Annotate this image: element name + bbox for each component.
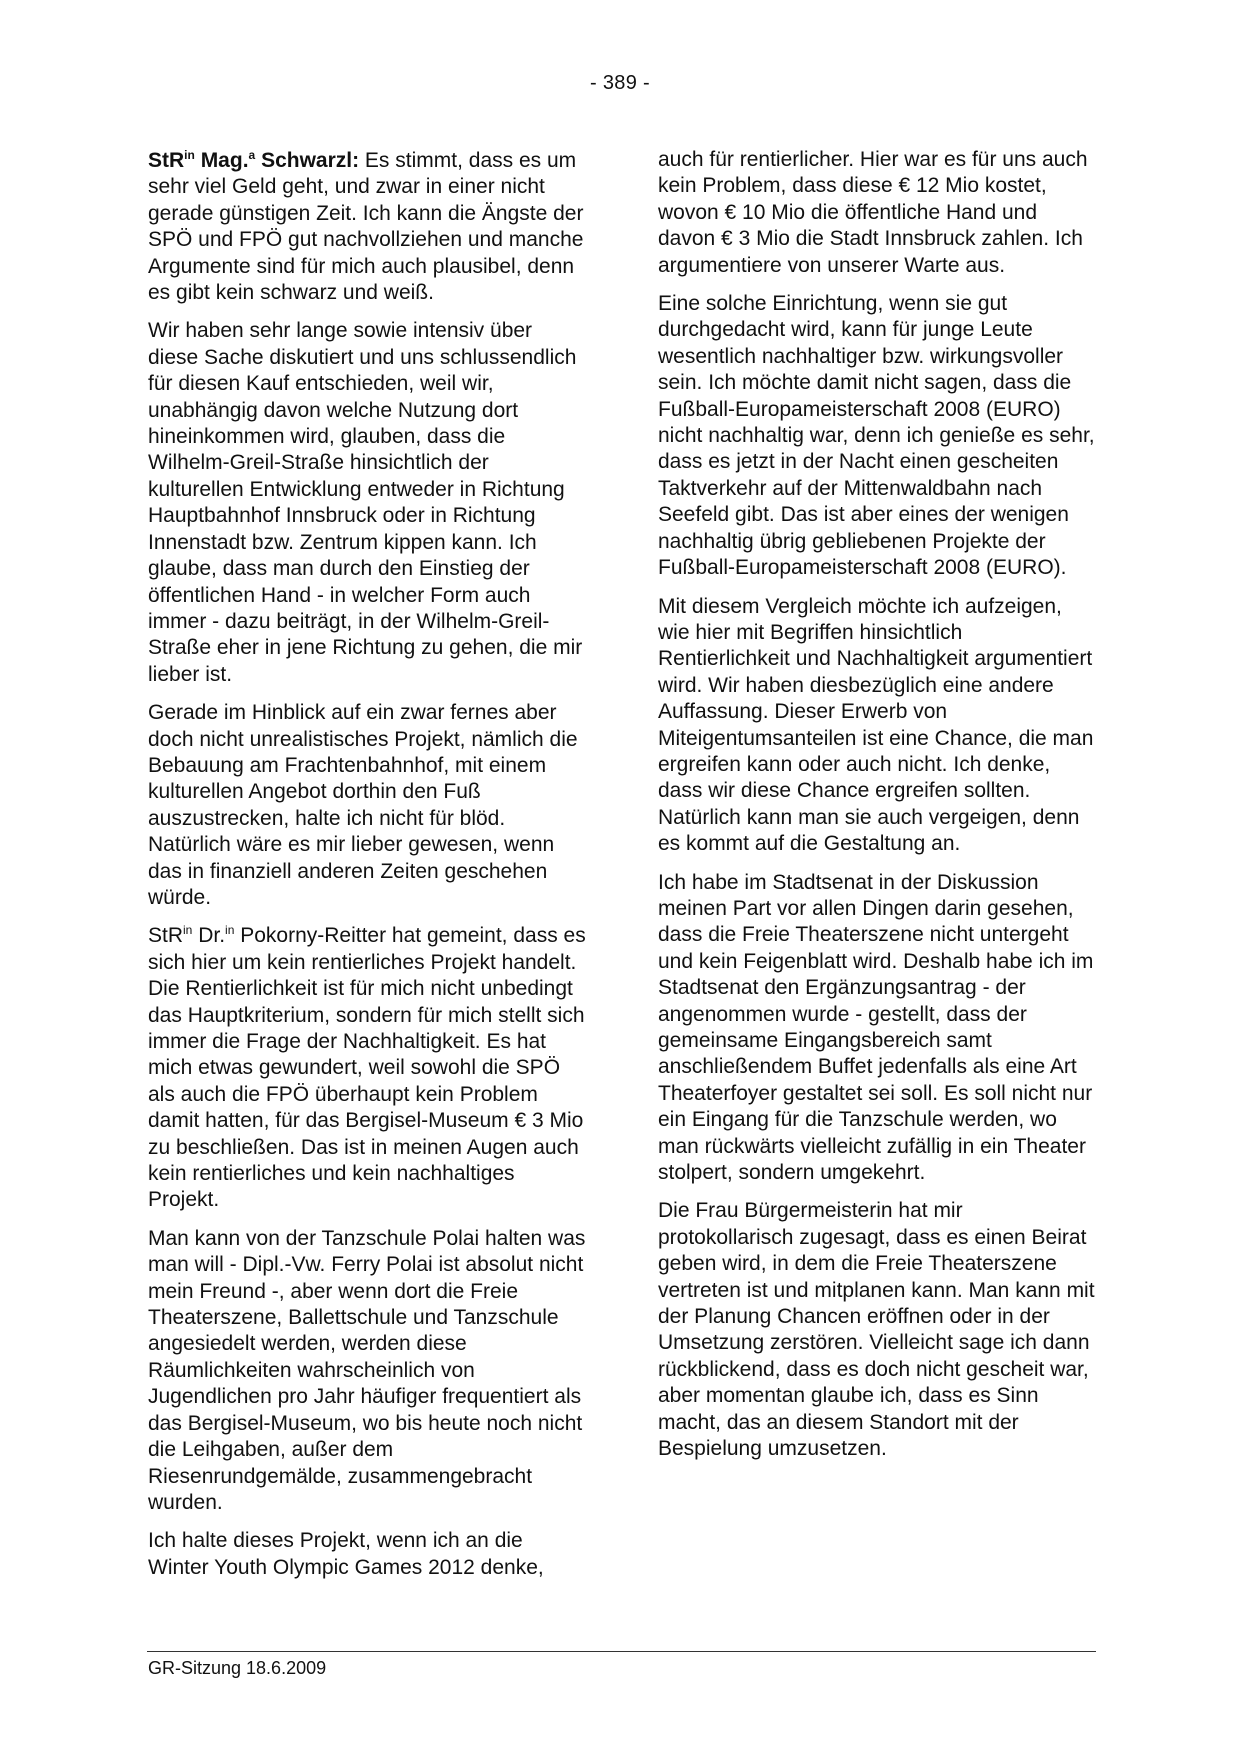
paragraph-text: Pokorny-Reitter hat gemeint, dass es sich hier um kein rentierliches Projekt handelt. Die Rentierlichkeit ist für mich nicht unbedingt das Hauptkriterium, sondern für mich stellt sich immer die Frage der Nachhaltigkeit. Es hat mich etwas gewundert, weil sowohl die SPÖ als auch die FPÖ überhaupt kein Problem damit hatten, für das Bergisel-Museum € 3 Mio zu beschließen. Das ist in meinen Augen auch kein rentierliches und kein nachhaltiges Projekt. [148, 924, 586, 1212]
title-suffix: in [184, 148, 195, 162]
person-title: StR [148, 924, 184, 948]
speaker-degree: Mag. [200, 149, 249, 172]
paragraph: Wir haben sehr lange sowie intensiv über diese Sache diskutiert und uns schlussendlich für diesen Kauf entschieden, weil wir, unabhängig davon welche Nutzung dort hineinkommen wird, glauben, dass die Wilhelm-Greil-Straße hinsichtlich der kulturellen Entwicklung entweder in Richtung Hauptbahnhof Innsbruck oder in Richtung Innenstadt bzw. Zentrum kippen kann. Ich glaube, dass man durch den Einstieg der öffentlichen Hand - in welcher Form auch immer - dazu beiträgt, in der Wilhelm-Greil-Straße eher in jene Richtung zu gehen, die mir lieber ist. [148, 319, 583, 686]
paragraph: Ich habe im Stadtsenat in der Diskussion meinen Part vor allen Dingen darin gesehen, dass die Freie Theaterszene nicht untergeht und kein Feigenblatt wird. Deshalb habe ich im Stadtsenat den Ergänzungsantrag - der angenommen wurde - gestellt, dass der gemeinsame Eingangsbereich samt anschließendem Buffet jedenfalls als eine Art Theaterfoyer gestaltet sei soll. Es soll nicht nur ein Eingang für die Tanzschule werden, wo man rückwärts vielleicht zufällig in ein Theater stolpert, sondern umgekehrt. [658, 870, 1094, 1185]
paragraph: Man kann von der Tanzschule Polai halten was man will - Dipl.-Vw. Ferry Polai ist absolut nicht mein Freund -, aber wenn dort die Freie Theaterszene, Ballettschule und Tanzschule angesiedelt werden, werden diese Räumlichkeiten wahrscheinlich von Jugendlichen pro Jahr häufiger frequentiert als das Bergisel-Museum, wo bis heute noch nicht die Leihgaben, außer dem Riesenrundgemälde, zusammengebracht wurden. [148, 1226, 586, 1514]
title-suffix: in [183, 923, 193, 938]
paragraph [148, 148, 588, 306]
degree-suffix: in [225, 923, 235, 938]
paragraph: Die Frau Bürgermeisterin hat mir protokollarisch zugesagt, dass es einen Beirat geben wird, in dem die Freie Theaterszene vertreten ist und mitplanen kann. Man kann mit der Planung Chancen eröffnen oder in der Umsetzung zerstören. Vielleicht sage ich dann rückblickend, dass es doch nicht gescheit war, aber momentan glaube ich, dass es Sinn macht, das an diesem Standort mit der Bespielung umzusetzen. [658, 1199, 1095, 1461]
footer-divider [147, 1651, 1096, 1652]
speaker-surname: Schwarzl: [261, 149, 360, 172]
paragraph: Ich halte dieses Projekt, wenn ich an die Winter Youth Olympic Games 2012 denke, [148, 1529, 544, 1579]
degree-suffix: a [248, 148, 256, 162]
speaker-title: StR [148, 149, 185, 172]
person-degree: Dr. [192, 924, 226, 948]
paragraph: Gerade im Hinblick auf ein zwar fernes aber doch nicht unrealistisches Projekt, nämlich die Bebauung am Frachtenbahnhof, mit einem kulturellen Angebot dorthin den Fuß auszustrecken, halte ich nicht für blöd. Natürlich wäre es mir lieber gewesen, wenn das in finanziell anderen Zeiten geschehen würde. [148, 701, 578, 909]
speaker-name [148, 149, 359, 172]
right-column [658, 147, 1098, 1475]
paragraph: auch für rentierlicher. Hier war es für uns auch kein Problem, dass diese € 12 Mio kostet, wovon € 10 Mio die öffentliche Hand und davon € 3 Mio die Stadt Innsbruck zahlen. Ich argumentiere von unserer Warte aus. [658, 148, 1088, 277]
paragraph: Mit diesem Vergleich möchte ich aufzeigen, wie hier mit Begriffen hinsichtlich Rentierlichkeit und Nachhaltigkeit argumentiert wird. Wir haben diesbezüglich eine andere Auffassung. Dieser Erwerb von Miteigentumsanteilen ist eine Chance, die man ergreifen kann oder auch nicht. Ich denke, dass wir diese Chance ergreifen sollten. Natürlich kann man sie auch vergeigen, denn es kommt auf die Gestaltung an. [658, 594, 1094, 856]
paragraph-text: Es stimmt, dass es um sehr viel Geld geht, und zwar in einer nicht gerade günstigen Zeit. Ich kann die Ängste der SPÖ und FPÖ gut nachvollziehen und manche Argumente sind für mich auch plausibel, denn es gibt kein schwarz und weiß. [148, 149, 584, 305]
left-column [148, 148, 588, 1593]
paragraph: Eine solche Einrichtung, wenn sie gut durchgedacht wird, kann für junge Leute wesentlich nachhaltiger bzw. wirkungsvoller sein. Ich möchte damit nicht sagen, dass die Fußball-Europameisterschaft 2008 (EURO) nicht nachhaltig war, denn ich genieße es sehr, dass es jetzt in der Nacht einen gescheiten Taktverkehr auf der Mittenwaldbahn nach Seefeld gibt. Das ist aber eines der wenigen nachhaltig übrig gebliebenen Projekte der Fußball-Europameisterschaft 2008 (EURO). [658, 292, 1095, 580]
page-number: - 389 - [590, 72, 650, 94]
paragraph [148, 923, 588, 1213]
footer-session-date: GR-Sitzung 18.6.2009 [148, 1658, 327, 1678]
